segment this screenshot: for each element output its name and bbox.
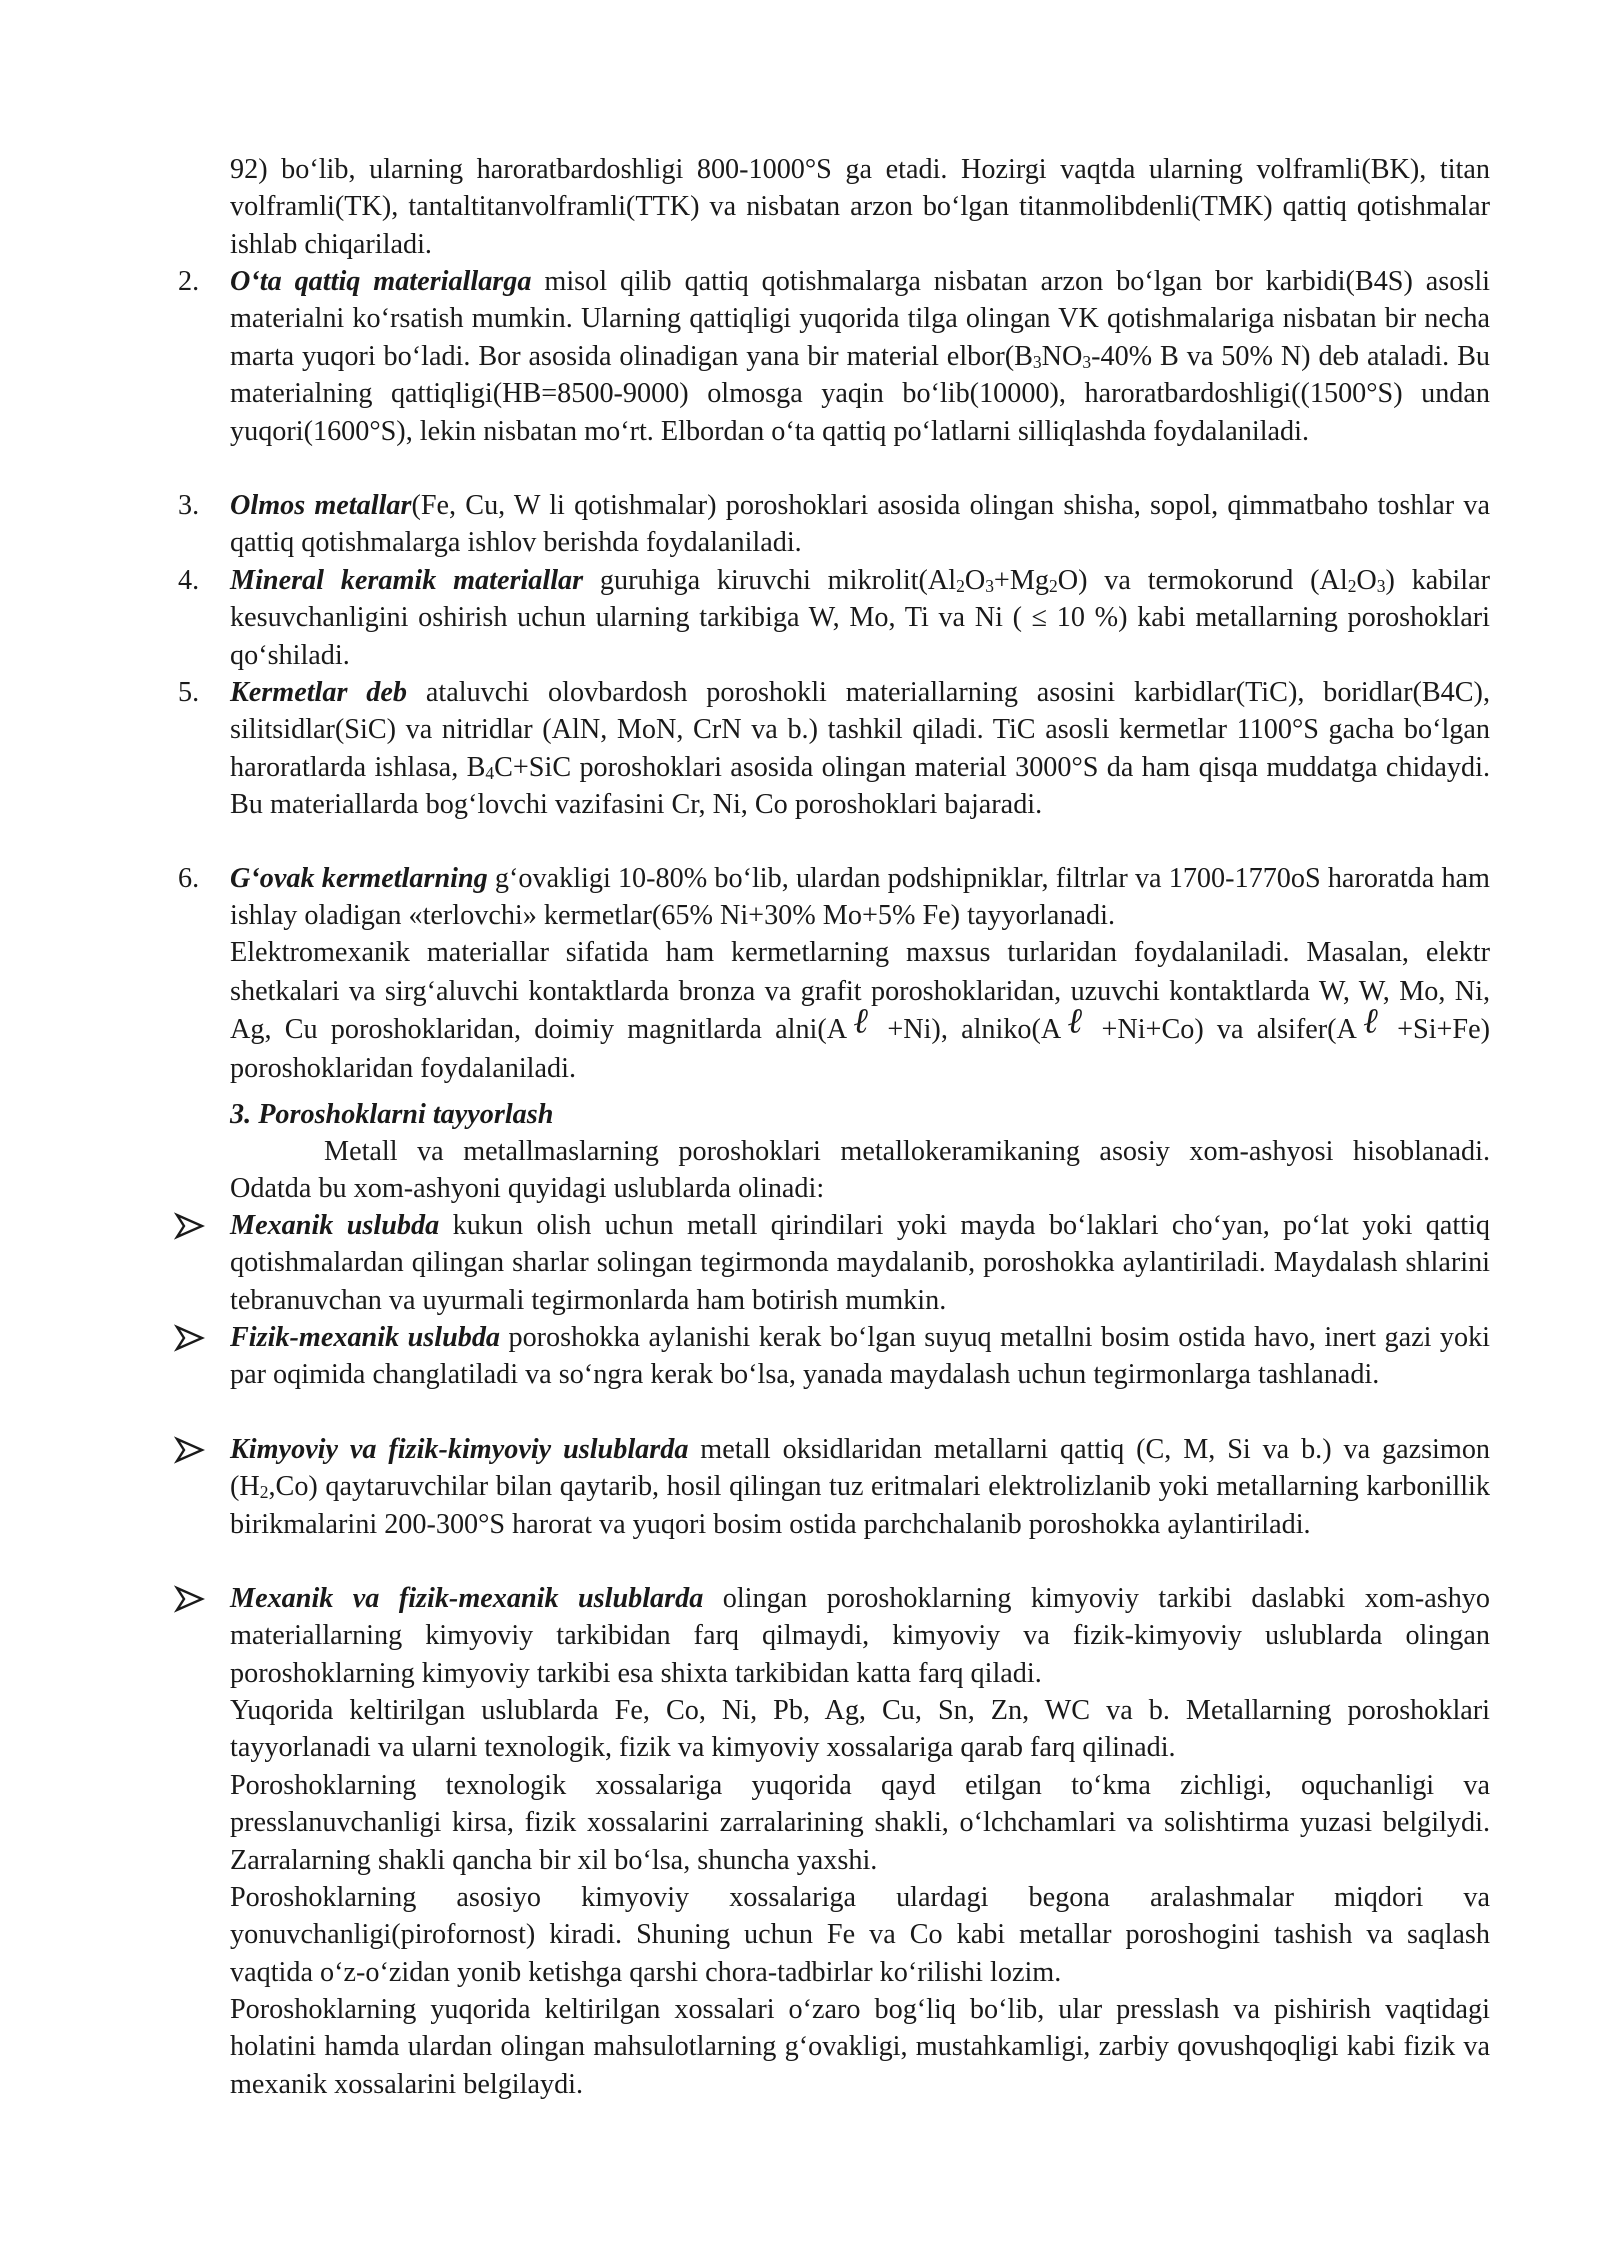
bullet-item-2: Fizik-mexanik uslubda poroshokka aylanishi kerak bo‘lgan suyuq metallni bosim ostida havo, inert gazi yoki par oqimida changlatiladi va so‘ngra kerak bo‘lsa, yanada maydalash uchun tegirmonlarga tashlanadi. [230, 1319, 1490, 1394]
arrow-bullet-icon [174, 1323, 206, 1353]
arrow-bullet-icon [174, 1435, 206, 1465]
script-l-symbol: ℓ [1356, 1001, 1384, 1041]
item-term: Kermetlar deb [230, 677, 408, 708]
list-number: 6. [178, 863, 200, 894]
bullet-item-3: Kimyoviy va fizik-kimyoviy uslublarda metall oksidlaridan metallarni qattiq (C, M, Si va b.) va gazsimon $(H_2,Co)$ qaytaruvchilar bilan qaytarib, hosil qilingan tuz eritmalari elektrolizlanib yoki metallarning karbonillik birikmalarini 200-300°S harorat va yuqori bosim ostida parchchalanib poroshokka aylantiriladi. [230, 1431, 1490, 1543]
intro-paragraph: Metall va metallmaslarning poroshoklari metallokeramikaning asosiy xom-ashyosi hisoblanadi. Odatda bu xom-ashyoni quyidagi uslublarda olinadi: [230, 1136, 1490, 1205]
paragraph-properties-relation: Poroshoklarning yuqorida keltirilgan xossalari o‘zaro bog‘liq bo‘lib, ular presslash va pishirish vaqtidagi holatini hamda ulardan olingan mahsulotlarning g‘ovakligi, mustahkamligi, zarbiy qovushqoqligi kabi fizik va mexanik xossalarini belgilaydi. [230, 1994, 1490, 2100]
bullet-item-1: Mexanik uslubda kukun olish uchun metall qirindilari yoki mayda bo‘laklari cho‘yan, po‘lat yoki qattiq qotishmalardan qilingan sharlar solingan tegirmonda maydalanib, poroshokka aylantiriladi. Maydalash shlarini tebranuvchan va uyurmali tegirmonlarda ham botirish mumkin. [230, 1207, 1490, 1319]
item-term: O‘ta qattiq materiallarga [230, 266, 532, 297]
script-l-symbol: ℓ [1061, 1001, 1089, 1041]
arrow-bullet-icon [174, 1584, 206, 1614]
bullet-item-4: Mexanik va fizik-mexanik uslublarda olingan poroshoklarning kimyoviy tarkibi daslabki xom-ashyo materiallarning kimyoviy tarkibidan farq qilmaydi, kimyoviy va fizik-kimyoviy uslublarda olingan poroshoklarning kimyoviy tarkibi esa shixta tarkibidan katta farq qiladi. [230, 1580, 1490, 1692]
item-term: Fizik-mexanik uslubda [230, 1322, 501, 1353]
continuation-paragraph: 92) bo‘lib, ularning haroratbardoshligi 800-1000°S ga etadi. Hozirgi vaqtda ularning volframli(BK), titan volframli(TK), tantaltitanvolframli(TTK) va nisbatan arzon bo‘lgan titanmolibdenli(TMK) qattiq qotishmalar ishlab chiqariladi. [230, 154, 1490, 260]
item-term: Mineral keramik materiallar [230, 565, 584, 596]
item-term: Mexanik uslubda [230, 1210, 440, 1241]
section-heading: 3. Poroshoklarni tayyorlash [230, 1099, 554, 1130]
list-number: 2. [178, 266, 200, 297]
arrow-bullet-icon [174, 1211, 206, 1241]
item-term: Kimyoviy va fizik-kimyoviy uslublarda [230, 1434, 689, 1465]
list-item-4: 4. Mineral keramik materiallar guruhiga kiruvchi $mikrolit(Al_2O_3+Mg_2O)$ va termokorund $(Al_2O_3)$ kabilar kesuvchanligini oshirish uchun ularning tarkibiga W, Mo, Ti va Ni ( ≤ 10 %) kabi metallarning poroshoklari qo‘shiladi. [230, 562, 1490, 674]
paragraph-methods-summary: Yuqorida keltirilgan uslublarda Fe, Co, Ni, Pb, Ag, Cu, Sn, Zn, WC va b. Metallarning poroshoklari tayyorlanadi va ularni texnologik, fizik va kimyoviy xossalariga qarab farq qilinadi. [230, 1695, 1490, 1764]
list-item-3: 3. Olmos metallar(Fe, Cu, W li qotishmalar) poroshoklari asosida olingan shisha, sopol, qimmatbaho toshlar va qattiq qotishmalarga ishlov berishda foydalaniladi. [230, 487, 1490, 562]
script-l-symbol: ℓ [847, 1001, 875, 1041]
paragraph-chemical-properties: Poroshoklarning asosiyo kimyoviy xossalariga ulardagi begona aralashmalar miqdori va yonuvchanligi(pirofornost) kiradi. Shuning uchun Fe va Co kabi metallar poroshogini tashish va saqlash vaqtida o‘z-o‘zidan yonib ketishga qarshi chora-tadbirlar ko‘rilishi lozim. [230, 1882, 1490, 1988]
list-number: 3. [178, 490, 200, 521]
list-number: 4. [178, 565, 200, 596]
item-term: G‘ovak kermetlarning [230, 863, 488, 894]
paragraph-technological-properties: Poroshoklarning texnologik xossalariga yuqorida qayd etilgan to‘kma zichligi, oquchanligi va presslanuvchanligi kirsa, fizik xossalarini zarralarining shakli, o‘lchchamlari va solishtirma yuzasi belgilydi. Zarralarning shakli qancha bir xil bo‘lsa, shuncha yaxshi. [230, 1770, 1490, 1876]
item-term: Mexanik va fizik-mexanik uslublarda [230, 1583, 704, 1614]
item-term: Olmos metallar [230, 490, 412, 521]
list-item-6: 6. G‘ovak kermetlarning g‘ovakligi 10-80% bo‘lib, ulardan podshipniklar, filtrlar va 1700-1770oS haroratda ham ishlay oladigan «terlovchi» kermetlar(65% Ni+30% Mo+5% Fe) tayyorlanadi. [230, 860, 1490, 935]
list-item-2: 2. O‘ta qattiq materiallarga misol qilib qattiq qotishmalarga nisbatan arzon bo‘lgan bor karbidi(B4S) asosli materialni ko‘rsatish mumkin. Ularning qattiqligi yuqorida tilga olingan VK qotishmalariga nisbatan bir necha marta yuqori bo‘ladi. Bor asosida olinadigan yana bir material $elbor(B_3NO_3-40\%$ B va 50% N) deb ataladi. Bu materialning qattiqligi(HB=8500-9000) olmosga yaqin bo‘lib(10000), haroratbardoshligi((1500°S) undan yuqori(1600°S), lekin nisbatan mo‘rt. Elbordan o‘ta qattiq po‘latlarni silliqlashda foydalaniladi. [230, 263, 1490, 450]
list-item-5: 5. Kermetlar deb ataluvchi olovbardosh poroshokli materiallarning asosini karbidlar(TiC), boridlar(B4C), silitsidlar(SiC) va nitridlar (AlN, MoN, CrN va b.) tashkil qiladi. TiC asosli kermetlar 1100°S gacha bo‘lgan haroratlarda ishlasa, $B_4C+SiC$ poroshoklari asosida olingan material 3000°S da ham qisqa muddatga chidaydi. Bu materiallarda bog‘lovchi vazifasini Cr, Ni, Co poroshoklari bajaradi. [230, 674, 1490, 824]
list-number: 5. [178, 677, 200, 708]
elektromexanik-paragraph: Elektromexanik materiallar sifatida ham kermetlarning maxsus turlaridan foydalaniladi. Masalan, elektr shetkalari va sirg‘aluvchi kontaktlarda bronza va grafit poroshoklaridan, uzuvchi kontaktlarda W, W, Mo, Ni, Ag, Cu poroshoklaridan, doimiy magnitlarda alni(Aℓ +Ni), alniko(Aℓ +Ni+Co) va alsifer(Aℓ +Si+Fe) poroshoklaridan foydalaniladi. [230, 937, 1490, 1084]
